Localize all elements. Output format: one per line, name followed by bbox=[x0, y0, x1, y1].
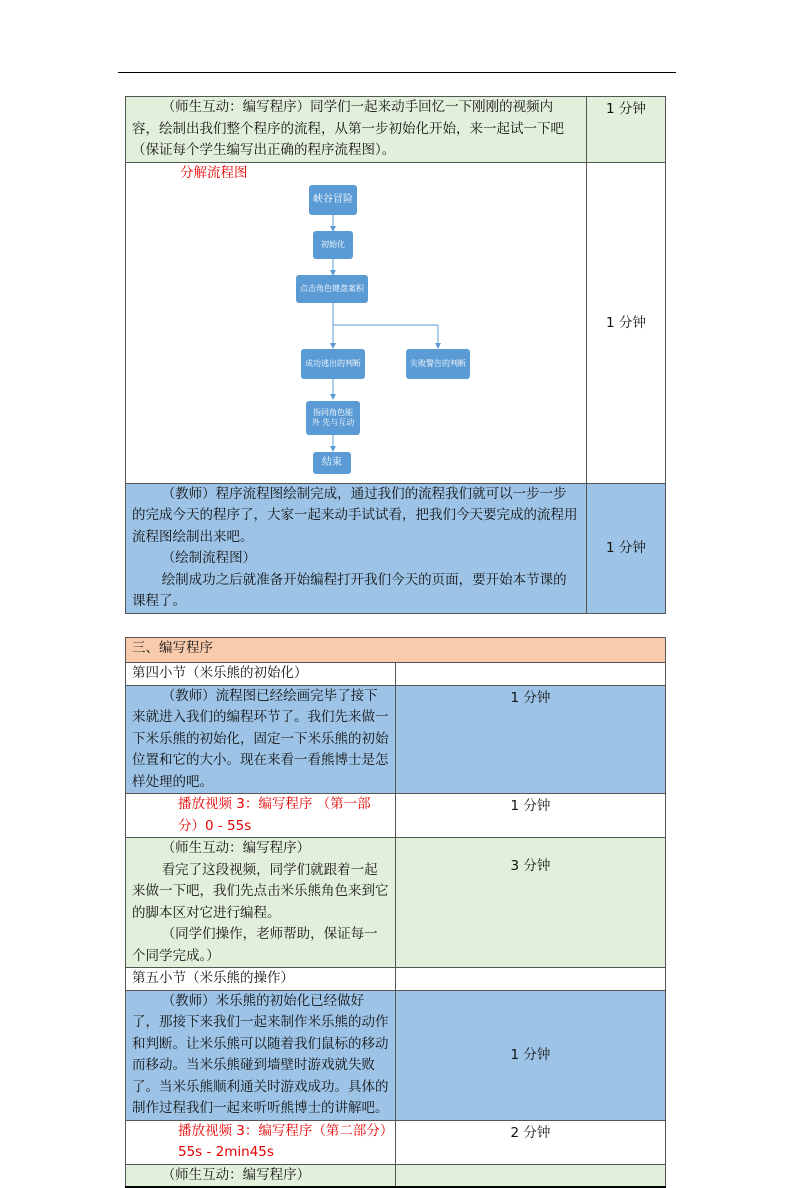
subsection-title: 第五小节（米乐熊的操作） bbox=[126, 968, 396, 991]
duration-cell: 1 分钟 bbox=[396, 794, 666, 838]
video-text: 播放视频 3：编写程序 （第一部分）0 - 55s bbox=[126, 794, 396, 838]
duration-cell: 1 分钟 bbox=[587, 162, 666, 483]
subsection-title: 第四小节（米乐熊的初始化） bbox=[126, 663, 396, 686]
paragraph: （同学们操作，老师帮助，保证每一个同学完成。） bbox=[132, 926, 378, 964]
duration-cell bbox=[396, 663, 666, 686]
activity-text: （师生互动：编写程序） bbox=[126, 1164, 396, 1187]
paragraph: 看完了这段视频，同学们就跟着一起来做一下吧，我们先点击米乐熊角色来到它的脚本区对它进行编程。 bbox=[132, 861, 389, 921]
flow-success-box: 成功逃出的判断 bbox=[301, 349, 365, 379]
table-row bbox=[126, 97, 666, 163]
lesson-table-2 bbox=[125, 637, 666, 1188]
table-row bbox=[126, 794, 666, 838]
activity-text: （师生互动：编写程序）同学们一起来动手回忆一下刚刚的视频内容，绘制出我们整个程序的流程，从第一步初始化开始，来一起试一下吧（保证每个学生编写出正确的程序流程图）。 bbox=[126, 97, 587, 163]
flowchart-cell bbox=[126, 162, 587, 483]
flowchart-caption: 分解流程图 bbox=[180, 164, 248, 181]
paragraph: （师生互动：编写程序） bbox=[161, 840, 311, 856]
table-row bbox=[126, 483, 666, 613]
duration-cell bbox=[396, 1164, 666, 1187]
activity-text bbox=[126, 838, 396, 968]
duration-cell: 1 分钟 bbox=[587, 483, 666, 613]
table-row bbox=[126, 685, 666, 794]
flow-end-box: 结束 bbox=[313, 452, 351, 474]
paragraph: 绘制成功之后就准备开始编程打开我们今天的页面，要开始本节课的课程了。 bbox=[132, 571, 567, 609]
activity-text bbox=[126, 483, 587, 613]
paragraph: （绘制流程图） bbox=[161, 550, 257, 566]
lesson-table-1 bbox=[125, 96, 666, 614]
duration-cell: 1 分钟 bbox=[396, 685, 666, 794]
table-row bbox=[126, 990, 666, 1120]
table-row bbox=[126, 663, 666, 686]
flow-click-box: 点击角色键盘案积 bbox=[296, 275, 368, 303]
table-row bbox=[126, 968, 666, 991]
table-row bbox=[126, 1120, 666, 1164]
section-title: 三、编写程序 bbox=[126, 638, 666, 663]
flow-init-box: 初始化 bbox=[313, 231, 353, 259]
flow-interact-box: 指同角色能外 先与互动 bbox=[306, 401, 360, 435]
paragraph: （教师）程序流程图绘制完成，通过我们的流程我们就可以一步一步的完成今天的程序了，大家一起来动手试试看，把我们今天要完成的流程用流程图绘制出来吧。 bbox=[132, 485, 578, 545]
duration-cell bbox=[396, 968, 666, 991]
duration-cell: 1 分钟 bbox=[587, 97, 666, 163]
activity-text: （教师）米乐熊的初始化已经做好了，那接下来我们一起来制作米乐熊的动作和判断。让米乐熊可以随着我们鼠标的移动而移动。当米乐熊碰到墙壁时游戏就失败了。当米乐熊顺利通关时游戏成功。具体的制作过程我们一起来听听熊博士的讲解吧。 bbox=[126, 990, 396, 1120]
duration-cell: 3 分钟 bbox=[396, 838, 666, 968]
flowchart bbox=[126, 163, 586, 483]
table-row bbox=[126, 162, 666, 483]
duration-cell: 1 分钟 bbox=[396, 990, 666, 1120]
activity-text: （教师）流程图已经绘画完毕了接下来就进入我们的编程环节了。我们先来做一下米乐熊的初始化，固定一下米乐熊的初始位置和它的大小。现在来看一看熊博士是怎样处理的吧。 bbox=[126, 685, 396, 794]
flow-start-box: 峡谷冒险 bbox=[309, 185, 357, 215]
flow-fail-box: 失败警告的判断 bbox=[406, 349, 470, 379]
header-rule bbox=[118, 72, 676, 73]
table-row bbox=[126, 1164, 666, 1187]
duration-cell: 2 分钟 bbox=[396, 1120, 666, 1164]
table-row bbox=[126, 638, 666, 663]
video-text: 播放视频 3：编写程序（第二部分）55s - 2min45s bbox=[126, 1120, 396, 1164]
table-row bbox=[126, 838, 666, 968]
